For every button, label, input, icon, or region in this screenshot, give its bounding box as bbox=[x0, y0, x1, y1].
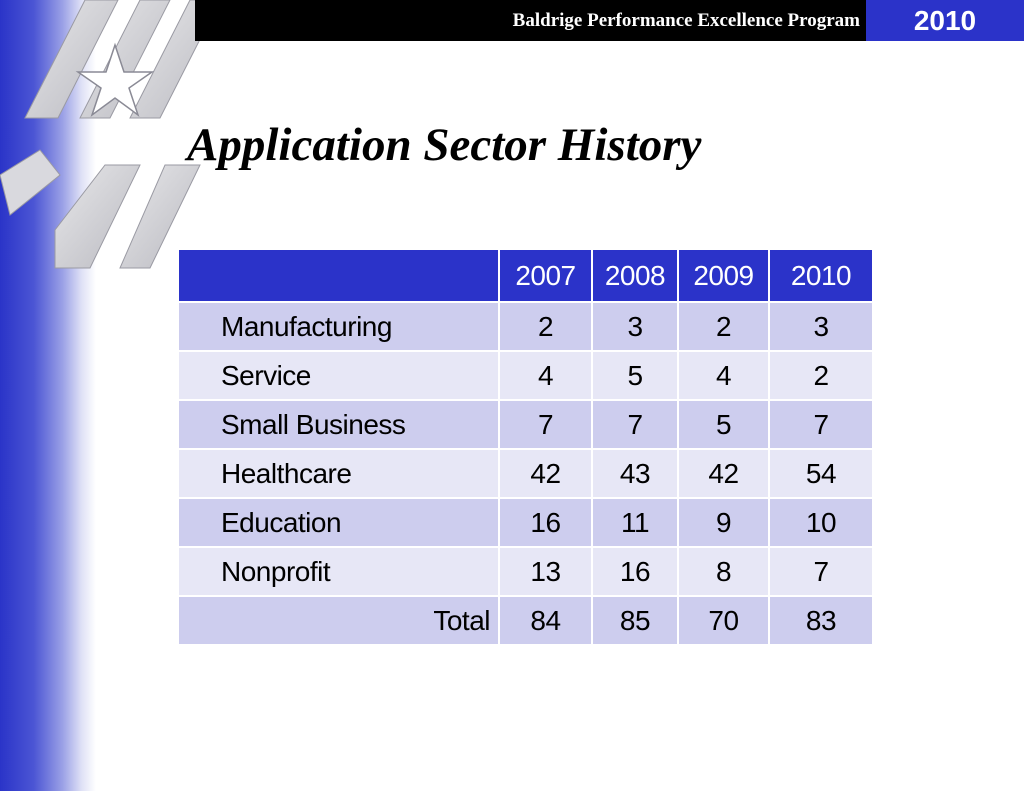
sector-name: Service bbox=[178, 351, 499, 400]
sector-name: Nonprofit bbox=[178, 547, 499, 596]
table-row bbox=[178, 302, 873, 351]
table-cell: 5 bbox=[592, 351, 678, 400]
table-row bbox=[178, 498, 873, 547]
page-title: Application Sector History bbox=[187, 119, 702, 171]
table-cell: 42 bbox=[678, 449, 769, 498]
table-cell: 2 bbox=[678, 302, 769, 351]
total-row bbox=[178, 596, 873, 645]
table-cell: 4 bbox=[499, 351, 592, 400]
total-cell: 85 bbox=[592, 596, 678, 645]
table-cell: 8 bbox=[678, 547, 769, 596]
table-cell: 16 bbox=[499, 498, 592, 547]
sector-name: Small Business bbox=[178, 400, 499, 449]
column-header-sector bbox=[178, 249, 499, 302]
table-cell: 42 bbox=[499, 449, 592, 498]
sector-name: Manufacturing bbox=[178, 302, 499, 351]
table-cell: 4 bbox=[678, 351, 769, 400]
table-cell: 43 bbox=[592, 449, 678, 498]
table-row bbox=[178, 351, 873, 400]
year-badge: 2010 bbox=[866, 0, 1024, 41]
table-cell: 9 bbox=[678, 498, 769, 547]
table-cell: 7 bbox=[769, 400, 873, 449]
table-cell: 7 bbox=[769, 547, 873, 596]
table-row bbox=[178, 449, 873, 498]
table-cell: 7 bbox=[499, 400, 592, 449]
table-row bbox=[178, 547, 873, 596]
sector-name: Education bbox=[178, 498, 499, 547]
table-cell: 7 bbox=[592, 400, 678, 449]
sector-history-table bbox=[177, 248, 874, 646]
table-cell: 11 bbox=[592, 498, 678, 547]
table-cell: 13 bbox=[499, 547, 592, 596]
column-header-2009: 2009 bbox=[678, 249, 769, 302]
column-header-2008: 2008 bbox=[592, 249, 678, 302]
table-cell: 3 bbox=[769, 302, 873, 351]
table-header-row bbox=[178, 249, 873, 302]
table-cell: 2 bbox=[769, 351, 873, 400]
total-cell: 84 bbox=[499, 596, 592, 645]
total-cell: 83 bbox=[769, 596, 873, 645]
table-row bbox=[178, 400, 873, 449]
table-cell: 10 bbox=[769, 498, 873, 547]
table-cell: 54 bbox=[769, 449, 873, 498]
table-cell: 2 bbox=[499, 302, 592, 351]
sector-name: Healthcare bbox=[178, 449, 499, 498]
table-cell: 5 bbox=[678, 400, 769, 449]
table-cell: 16 bbox=[592, 547, 678, 596]
column-header-2010: 2010 bbox=[769, 249, 873, 302]
column-header-2007: 2007 bbox=[499, 249, 592, 302]
program-name: Baldrige Performance Excellence Program bbox=[512, 10, 860, 31]
total-cell: 70 bbox=[678, 596, 769, 645]
total-label: Total bbox=[178, 596, 499, 645]
table-cell: 3 bbox=[592, 302, 678, 351]
